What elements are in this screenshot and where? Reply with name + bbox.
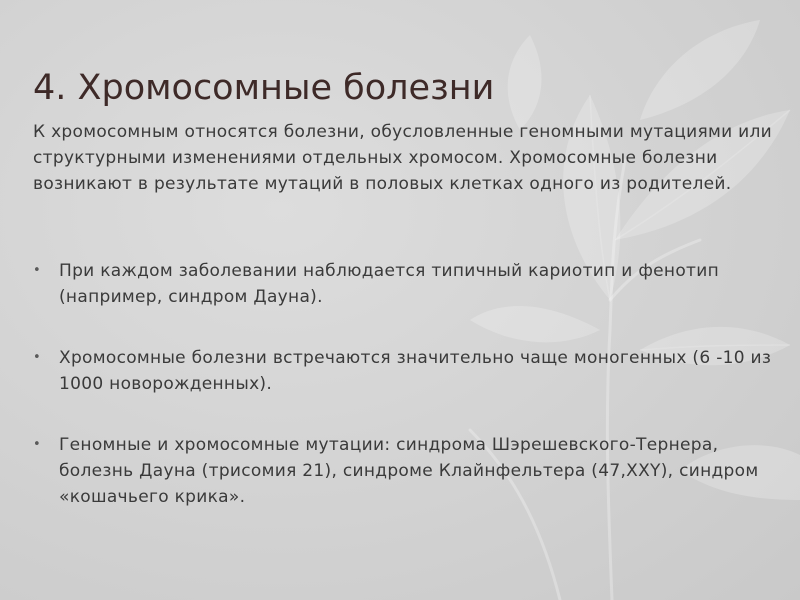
bullet-item <box>33 345 773 397</box>
bullet-icon: • <box>33 350 41 365</box>
slide-title: 4. Хромосомные болезни <box>33 68 495 108</box>
bullet-icon: • <box>33 263 41 278</box>
leaf-shape <box>640 20 760 120</box>
bullet-icon: • <box>33 437 41 452</box>
bullet-item <box>33 432 773 510</box>
bullet-item <box>33 258 773 310</box>
leaf-shape <box>508 35 542 130</box>
intro-paragraph: К хромосомным относятся болезни, обусловленные геномными мутациями или структурными изменениями отдельных хромосом. Хромосомные болезни возникают в результате мутаций в половых клетках одного из родителей. <box>33 122 773 194</box>
bullet-text: Геномные и хромосомные мутации: синдрома Шэрешевского-Тернера, болезнь Дауна (трисомия 21), синдроме Клайнфельтера (47,XXY), синдром «кошачьего крика». <box>59 435 759 507</box>
bullet-list <box>33 258 773 510</box>
bullet-text: Хромосомные болезни встречаются значительно чаще моногенных (6 -10 из 1000 новорожденных). <box>59 348 772 394</box>
bullet-text: При каждом заболевании наблюдается типичный кариотип и фенотип (например, синдром Дауна). <box>59 261 720 307</box>
